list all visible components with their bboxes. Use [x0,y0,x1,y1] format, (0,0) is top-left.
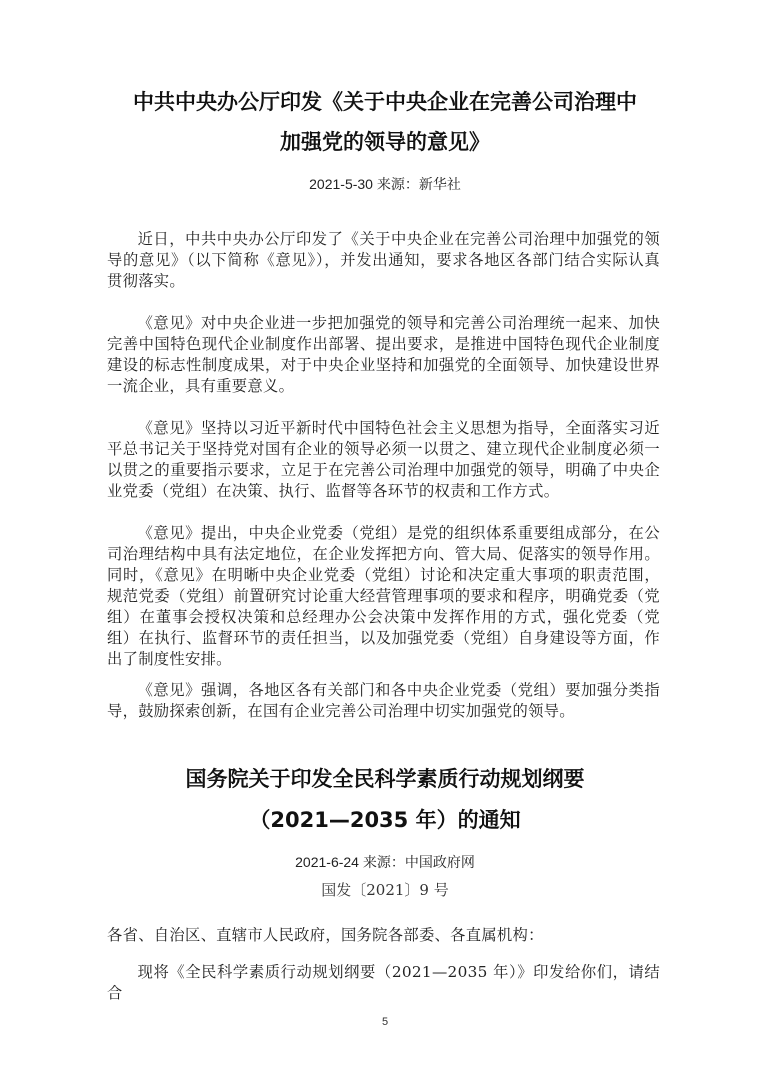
article-1-paragraph-1: 近日，中共中央办公厅印发了《关于中央企业在完善公司治理中加强党的领导的意见》（以下简称《意见》），并发出通知，要求各地区各部门结合实际认真贯彻落实。 [107,230,660,290]
article-1-paragraph-3: 《意见》坚持以习近平新时代中国特色社会主义思想为指导，全面落实习近平总书记关于坚持党对国有企业的领导必须一以贯之、建立现代企业制度必须一以贯之的重要指示要求，立足于在完善公司治理中加强党的领导，明确了中央企业党委（党组）在决策、执行、监督等各环节的权责和工作方式。 [107,419,660,500]
page-number: 5 [381,1016,389,1028]
article-2-document-number: 国发〔2021〕9 号 [321,881,449,899]
article-1-dateline: 2021-5-30 来源：新华社 [309,176,461,192]
article-1-paragraph-2: 《意见》对中央企业进一步把加强党的领导和完善公司治理统一起来、加快完善中国特色现代企业制度作出部署、提出要求，是推进中国特色现代企业制度建设的标志性制度成果，对于中央企业坚持和加强党的全面领导、加快建设世界一流企业，具有重要意义。 [107,314,660,395]
article-2-title-line-2: （2021—2035 年）的通知 [249,808,521,832]
article-2-addressee: 各省、自治区、直辖市人民政府，国务院各部委、各直属机构： [107,926,544,944]
article-2-paragraph-1: 现将《全民科学素质行动规划纲要（2021—2035 年）》印发给你们，请结合 [107,963,660,1002]
article-2-title-line-1: 国务院关于印发全民科学素质行动规划纲要 [185,767,585,791]
article-1-title-line-2: 加强党的领导的意见》 [280,130,490,154]
article-1-title-line-1: 中共中央办公厅印发《关于中央企业在完善公司治理中 [133,90,637,114]
article-1-paragraph-4: 《意见》提出，中央企业党委（党组）是党的组织体系重要组成部分，在公司治理结构中具有法定地位，在企业发挥把方向、管大局、促落实的领导作用。同时，《意见》在明晰中央企业党委（党组）讨论和决定重大事项的职责范围，规范党委（党组）前置研究讨论重大经营管理事项的要求和程序，明确党委（党组）在董事会授权决策和总经理办公会决策中发挥作用的方式，强化党委（党组）在执行、监督环节的责任担当，以及加强党委（党组）自身建设等方面，作出了制度性安排。 [107,524,660,668]
article-2-dateline: 2021-6-24 来源：中国政府网 [295,854,475,870]
article-1-paragraph-5: 《意见》强调，各地区各有关部门和各中央企业党委（党组）要加强分类指导，鼓励探索创新，在国有企业完善公司治理中切实加强党的领导。 [107,681,660,720]
